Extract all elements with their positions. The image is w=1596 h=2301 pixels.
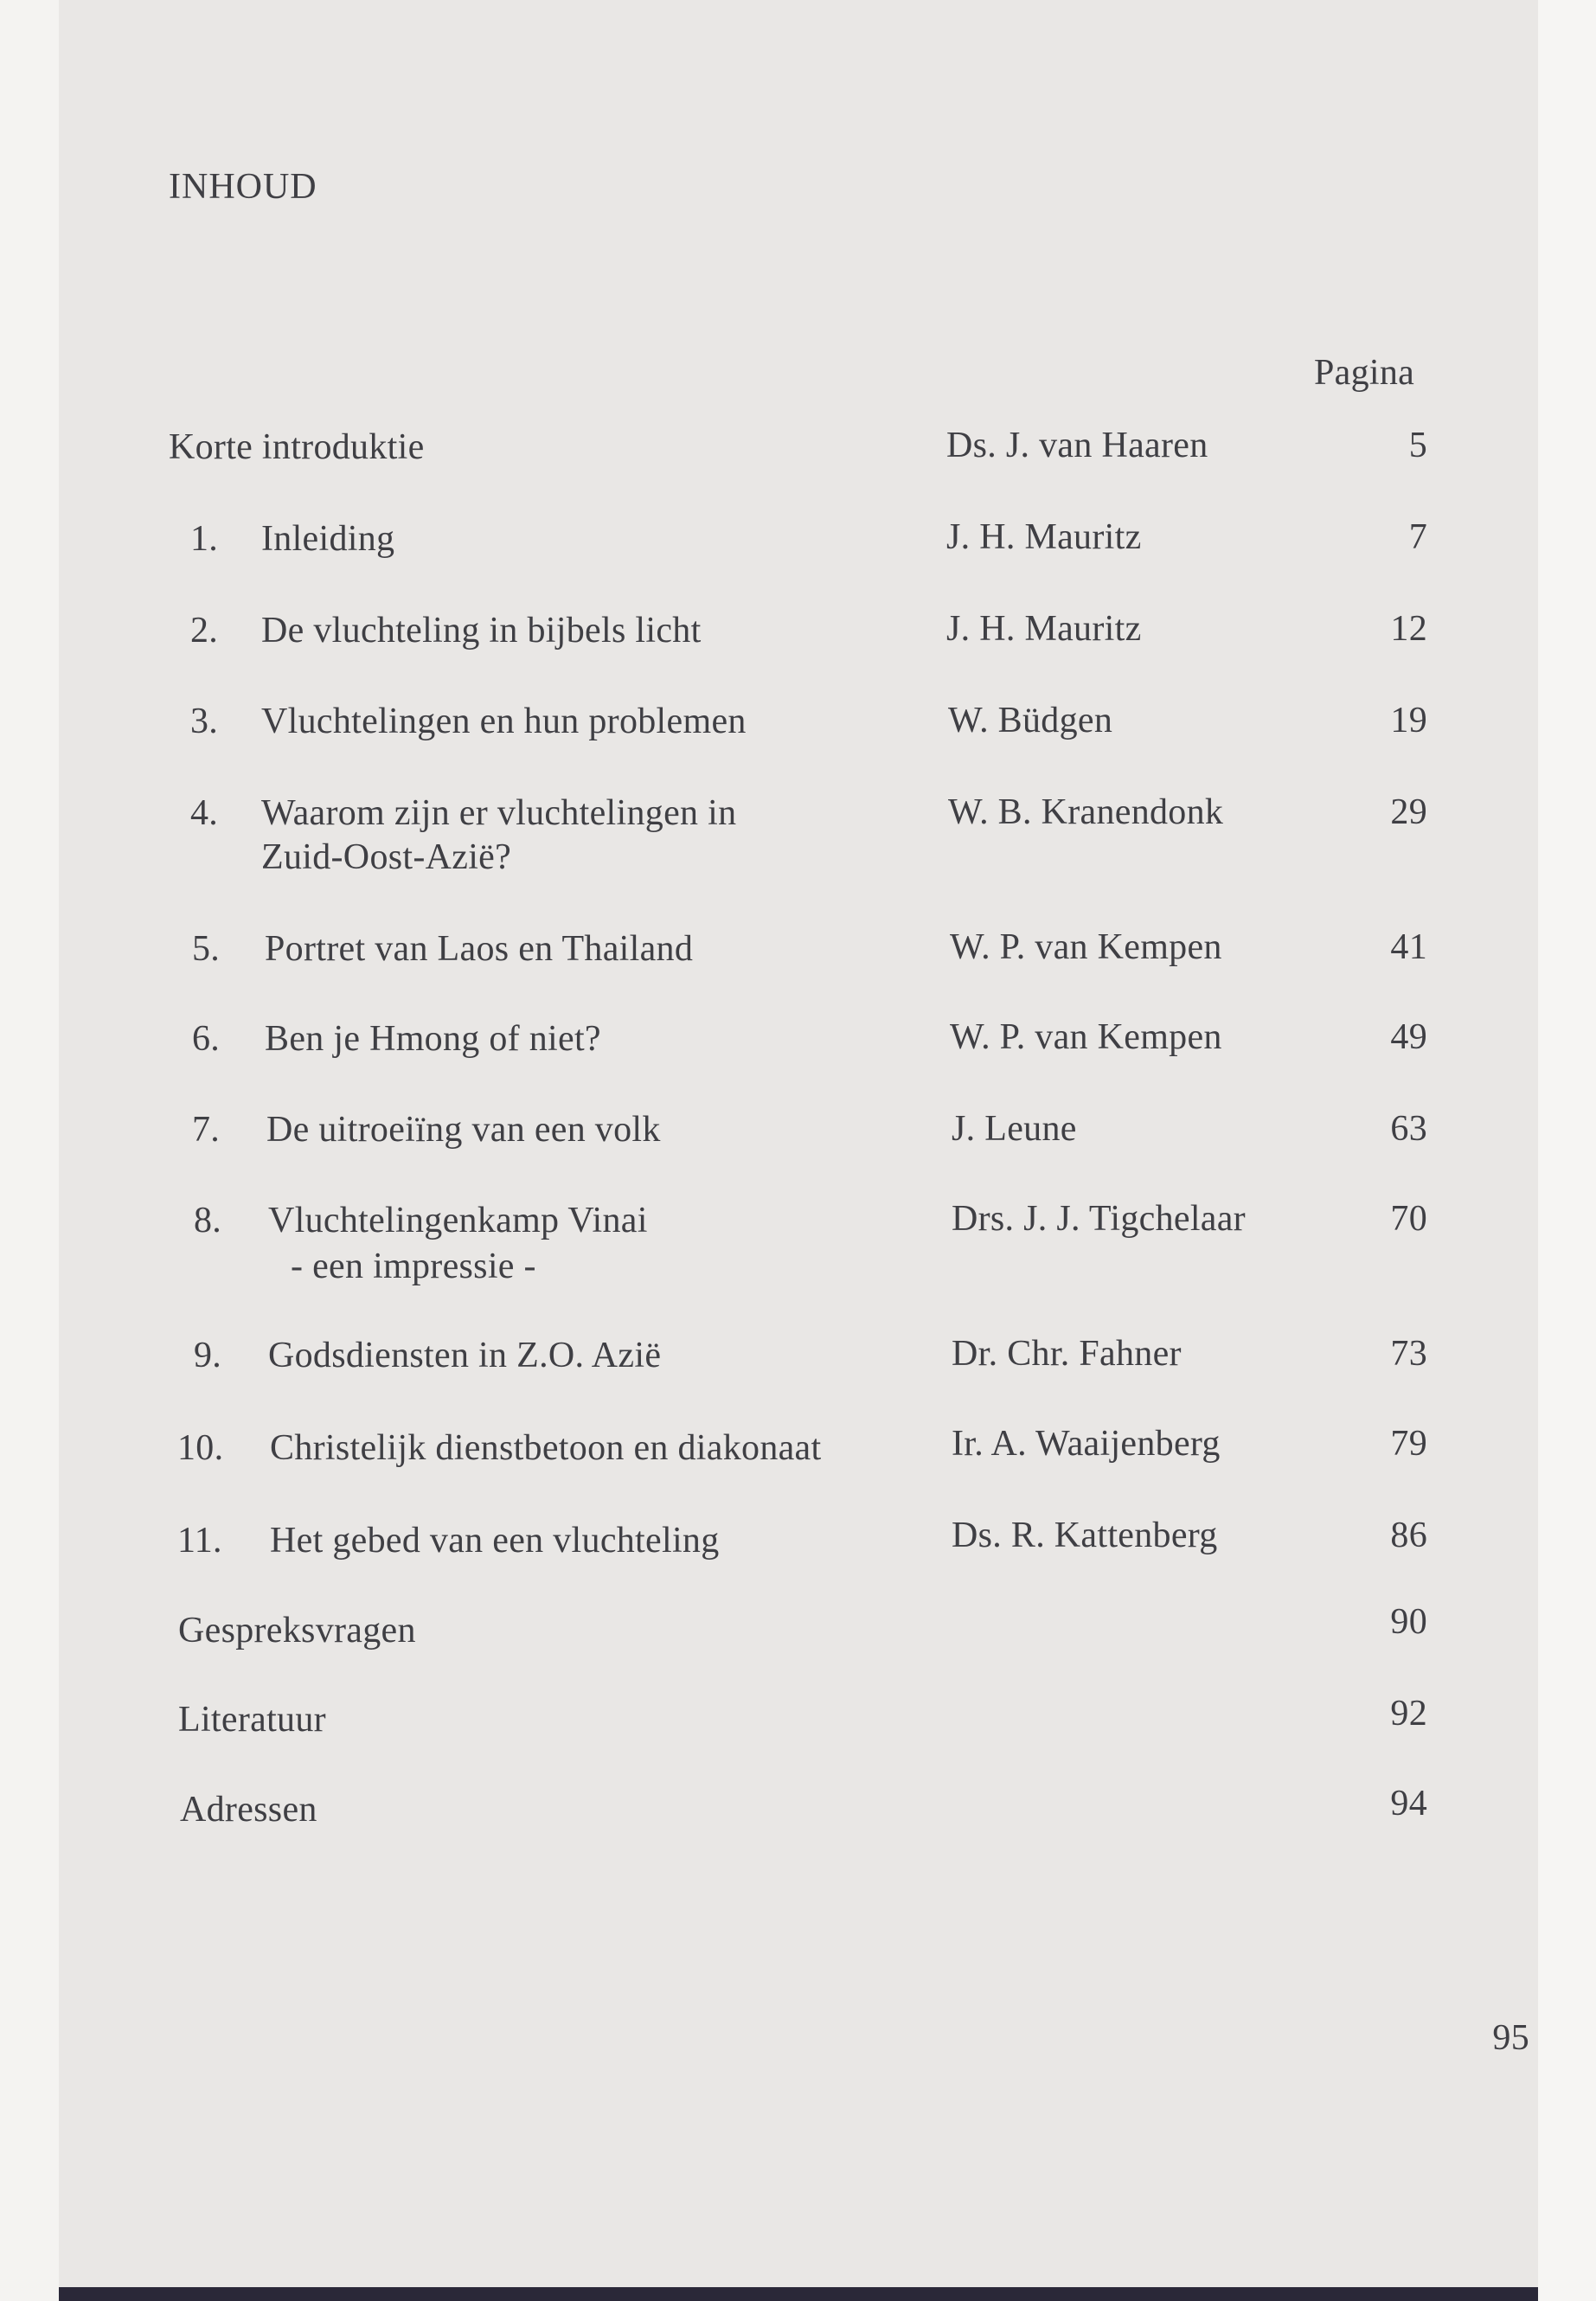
- toc-entry-author: Ir. A. Waaijenberg: [952, 1424, 1221, 1464]
- toc-entry-title: Godsdiensten in Z.O. Azië: [268, 1336, 662, 1375]
- toc-entry-number: 1.: [190, 519, 219, 559]
- page-heading: INHOUD: [169, 167, 317, 207]
- toc-entry-author: Dr. Chr. Fahner: [952, 1334, 1182, 1374]
- toc-entry-title: Gespreksvragen: [178, 1611, 416, 1650]
- toc-entry-subtitle: - een impressie -: [291, 1247, 536, 1286]
- toc-entry-author: W. Büdgen: [948, 701, 1113, 740]
- toc-entry-page: 90: [1390, 1602, 1427, 1642]
- toc-entry-number: 5.: [192, 929, 221, 969]
- toc-entry-author: Drs. J. J. Tigchelaar: [952, 1199, 1246, 1239]
- toc-entry-title: Waarom zijn er vluchtelingen in: [261, 793, 737, 833]
- toc-entry-title: De uitroeiïng van een volk: [266, 1110, 661, 1150]
- page-column-header: Pagina: [1314, 353, 1415, 393]
- toc-entry-title: Het gebed van een vluchteling: [270, 1521, 720, 1561]
- toc-entry-page: 29: [1390, 792, 1427, 832]
- scan-right-margin: [1538, 0, 1596, 2301]
- toc-entry-number: 11.: [177, 1521, 222, 1561]
- toc-entry-author: Ds. J. van Haaren: [946, 426, 1208, 465]
- toc-entry-title: Korte introduktie: [169, 427, 425, 467]
- toc-entry-author: J. H. Mauritz: [946, 517, 1142, 557]
- scan-left-margin: [0, 0, 59, 2301]
- toc-entry-number: 9.: [194, 1336, 222, 1375]
- page-number: 95: [1492, 2018, 1529, 2058]
- toc-entry-page: 5: [1408, 426, 1427, 465]
- toc-entry-page: 19: [1390, 701, 1427, 740]
- toc-entry-title: Inleiding: [261, 519, 395, 559]
- toc-entry-title: Portret van Laos en Thailand: [265, 929, 694, 969]
- toc-entry-author: W. P. van Kempen: [950, 927, 1222, 967]
- toc-entry-title: Vluchtelingen en hun problemen: [261, 702, 747, 741]
- toc-entry-title-continuation: Zuid-Oost-Azië?: [261, 837, 512, 877]
- toc-entry-number: 3.: [190, 702, 219, 741]
- scan-bottom-edge: [59, 2287, 1538, 2301]
- book-page: [59, 0, 1538, 2301]
- toc-entry-number: 7.: [192, 1110, 221, 1150]
- toc-entry-page: 12: [1390, 609, 1427, 649]
- toc-entry-page: 63: [1390, 1109, 1427, 1149]
- toc-entry-page: 73: [1390, 1334, 1427, 1374]
- toc-entry-title: Adressen: [180, 1790, 317, 1830]
- toc-entry-page: 70: [1390, 1199, 1427, 1239]
- toc-entry-number: 2.: [190, 611, 219, 651]
- toc-entry-title: Ben je Hmong of niet?: [265, 1019, 601, 1059]
- toc-entry-page: 92: [1390, 1694, 1427, 1734]
- toc-entry-page: 7: [1408, 517, 1427, 557]
- toc-entry-number: 8.: [194, 1201, 222, 1240]
- toc-entry-title: Literatuur: [178, 1700, 326, 1740]
- toc-entry-author: W. B. Kranendonk: [948, 792, 1224, 832]
- toc-entry-title: Christelijk dienstbetoon en diakonaat: [270, 1428, 822, 1468]
- toc-entry-page: 79: [1390, 1424, 1427, 1464]
- toc-entry-number: 6.: [192, 1019, 221, 1059]
- toc-entry-page: 41: [1390, 927, 1427, 967]
- toc-entry-author: Ds. R. Kattenberg: [952, 1516, 1218, 1555]
- toc-entry-page: 49: [1390, 1017, 1427, 1057]
- toc-entry-author: J. Leune: [952, 1109, 1077, 1149]
- toc-entry-number: 4.: [190, 793, 219, 833]
- toc-entry-title: Vluchtelingenkamp Vinai: [268, 1201, 648, 1240]
- toc-entry-page: 94: [1390, 1784, 1427, 1823]
- toc-entry-author: W. P. van Kempen: [950, 1017, 1222, 1057]
- toc-entry-author: J. H. Mauritz: [946, 609, 1142, 649]
- toc-entry-page: 86: [1390, 1516, 1427, 1555]
- toc-entry-title: De vluchteling in bijbels licht: [261, 611, 702, 651]
- toc-entry-number: 10.: [177, 1428, 224, 1468]
